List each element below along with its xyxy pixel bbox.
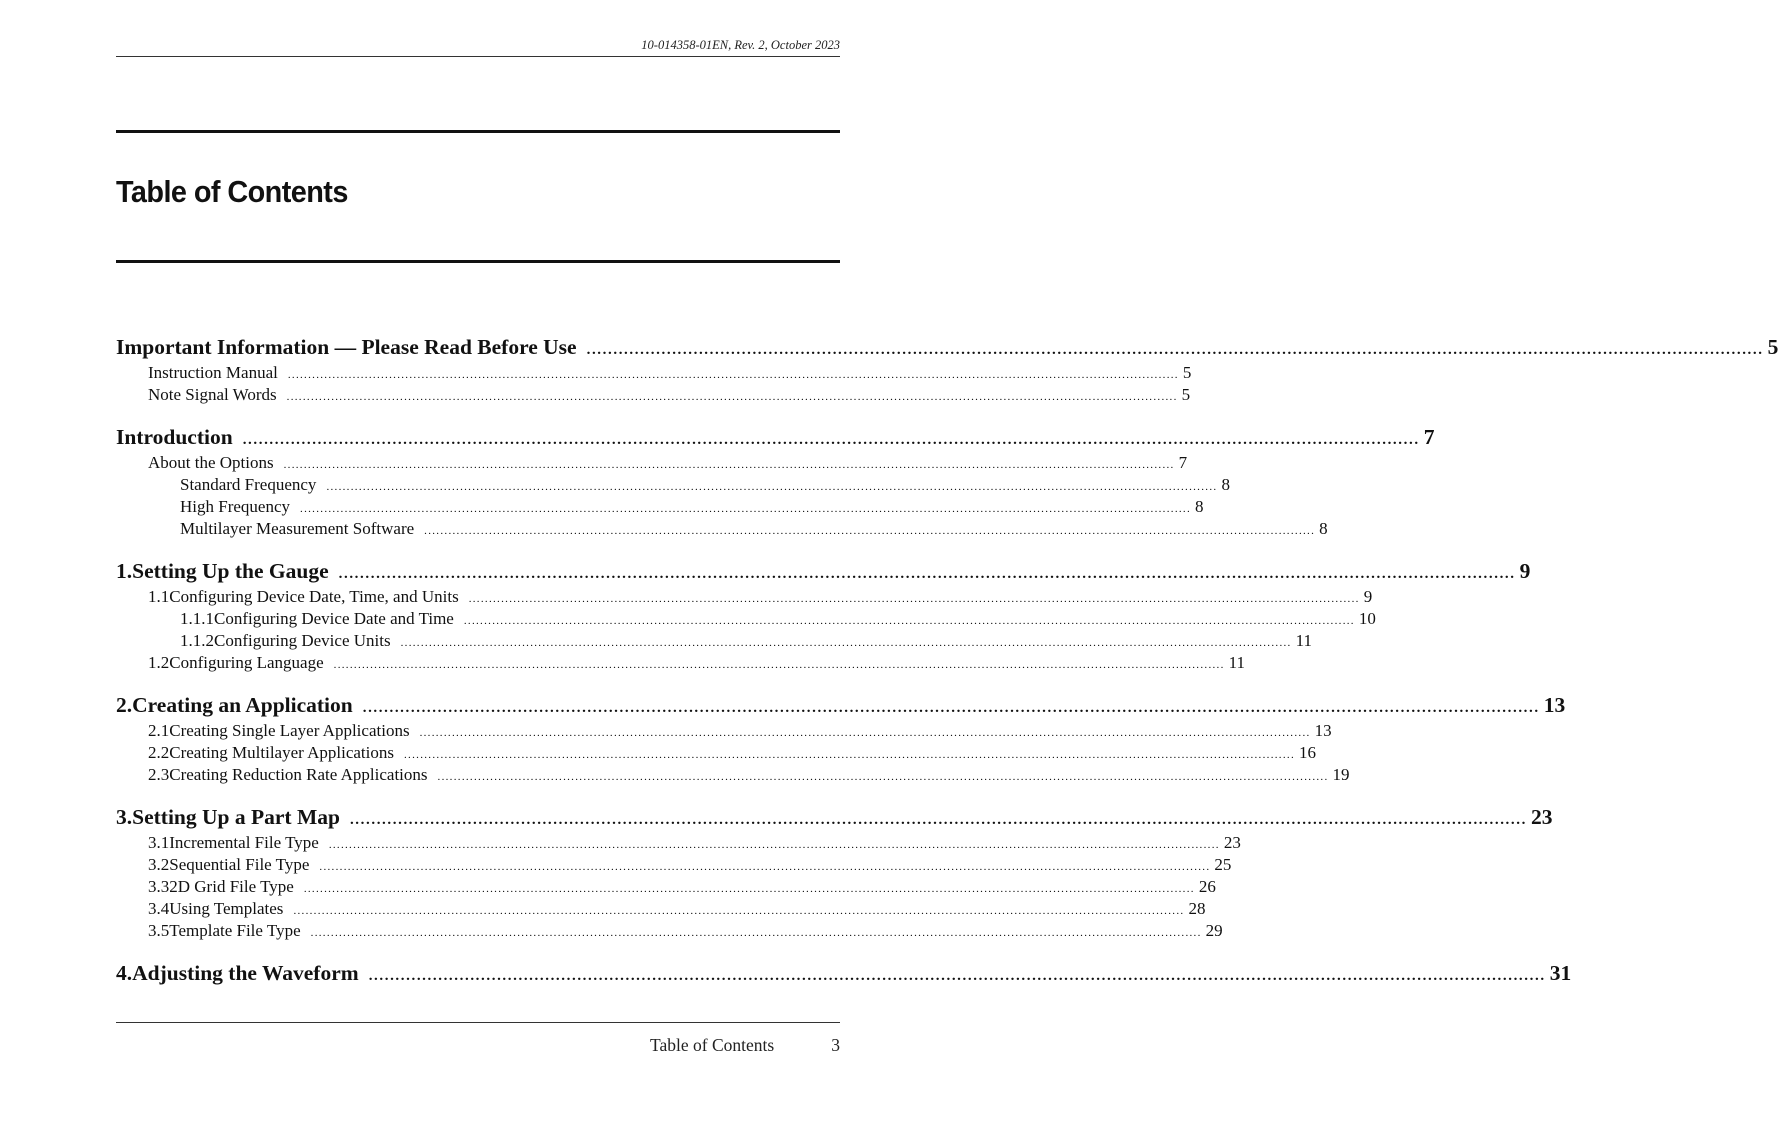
toc-chapter-entry[interactable] (116, 422, 1435, 452)
dot-leader: ............................................................................................................................................................................................................................ (404, 749, 1295, 761)
chapter-title: Introduction (116, 425, 233, 449)
chapter-title: Setting Up a Part Map (132, 805, 340, 829)
dot-leader: ............................................................................................................................................................................................................................ (362, 700, 1540, 716)
section-title: Incremental File Type (169, 833, 319, 852)
dot-leader: ............................................................................................................................................................................................................................ (437, 771, 1329, 783)
section-number: 3.1 (148, 833, 170, 852)
toc-section-entry[interactable] (116, 920, 1223, 942)
section-title: Configuring Device Units (214, 631, 391, 650)
section-title: About the Options (148, 453, 274, 472)
section-page-number: 28 (1188, 899, 1206, 918)
toc-chapter (116, 690, 1566, 786)
section-page-number: 8 (1195, 497, 1204, 516)
section-number: 2.3 (148, 765, 170, 784)
chapter-page-number: 13 (1543, 693, 1566, 717)
toc-section-entry[interactable] (116, 742, 1316, 764)
section-page-number: 25 (1214, 855, 1232, 874)
toc-section-entry[interactable] (116, 720, 1332, 742)
dot-leader: ............................................................................................................................................................................................................................ (326, 481, 1218, 493)
toc-chapter (116, 958, 1572, 988)
dot-leader: ............................................................................................................................................................................................................................ (303, 883, 1195, 895)
dot-leader: ............................................................................................................................................................................................................................ (328, 839, 1220, 851)
section-number: 1.1.1 (180, 609, 214, 628)
chapter-page-number: 5 (1767, 335, 1778, 359)
chapter-number: 4. (116, 961, 133, 985)
section-number: 3.4 (148, 899, 170, 918)
toc-chapter (116, 422, 1435, 540)
dot-leader: ............................................................................................................................................................................................................................ (586, 342, 1764, 358)
toc-section-entry[interactable] (116, 384, 1191, 406)
toc-section-entry[interactable] (116, 452, 1188, 474)
chapter-title: Creating an Application (132, 693, 353, 717)
toc-subsubsection-entry[interactable] (116, 474, 1230, 496)
section-title: Configuring Device Date and Time (214, 609, 454, 628)
dot-leader: ............................................................................................................................................................................................................................ (293, 905, 1185, 917)
section-title: Creating Reduction Rate Applications (169, 765, 428, 784)
toc-section-entry[interactable] (116, 898, 1206, 920)
section-page-number: 5 (1181, 385, 1191, 404)
dot-leader: ............................................................................................................................................................................................................................ (424, 525, 1316, 537)
section-page-number: 11 (1228, 653, 1246, 672)
section-title: 2D Grid File Type (169, 877, 294, 896)
dot-leader: ............................................................................................................................................................................................................................ (349, 812, 1527, 828)
toc-chapter (116, 556, 1531, 674)
footer-rule (116, 1022, 840, 1023)
section-title: Creating Multilayer Applications (169, 743, 394, 762)
dot-leader: ............................................................................................................................................................................................................................ (286, 391, 1178, 403)
section-page-number: 8 (1221, 475, 1230, 494)
section-page-number: 8 (1319, 519, 1328, 538)
section-number: 2.1 (148, 721, 170, 740)
toc-section-entry[interactable] (116, 652, 1246, 674)
section-title: Standard Frequency (180, 475, 317, 494)
dot-leader: ............................................................................................................................................................................................................................ (310, 927, 1202, 939)
header-rule (116, 56, 840, 57)
toc-chapter-entry[interactable] (116, 556, 1531, 586)
table-of-contents (116, 332, 1778, 1004)
title-rule-bottom (116, 260, 840, 263)
dot-leader: ............................................................................................................................................................................................................................ (287, 369, 1179, 381)
section-title: Using Templates (169, 899, 284, 918)
section-number: 2.2 (148, 743, 170, 762)
chapter-number: 2. (116, 693, 133, 717)
toc-subsubsection-entry[interactable] (116, 608, 1376, 630)
section-number: 3.3 (148, 877, 170, 896)
dot-leader: ............................................................................................................................................................................................................................ (419, 727, 1311, 739)
document-id: 10-014358-01EN, Rev. 2, October 2023 (641, 38, 840, 52)
section-page-number: 11 (1295, 631, 1312, 650)
section-title: Sequential File Type (169, 855, 310, 874)
footer-label: Table of Contents (650, 1035, 775, 1055)
toc-subsubsection-entry[interactable] (116, 518, 1328, 540)
section-title: Creating Single Layer Applications (169, 721, 410, 740)
dot-leader: ............................................................................................................................................................................................................................ (242, 432, 1420, 448)
dot-leader: ............................................................................................................................................................................................................................ (400, 637, 1292, 649)
dot-leader: ............................................................................................................................................................................................................................ (368, 968, 1546, 984)
section-page-number: 19 (1332, 765, 1350, 784)
section-number: 1.1.2 (180, 631, 214, 650)
dot-leader: ............................................................................................................................................................................................................................ (333, 659, 1225, 671)
section-number: 1.1 (148, 587, 170, 606)
section-page-number: 16 (1299, 743, 1316, 762)
chapter-number: 1. (116, 559, 133, 583)
toc-section-entry[interactable] (116, 832, 1241, 854)
section-page-number: 23 (1223, 833, 1241, 852)
dot-leader: ............................................................................................................................................................................................................................ (468, 593, 1360, 605)
section-page-number: 5 (1182, 363, 1192, 382)
footer-page-number: 3 (831, 1035, 840, 1055)
chapter-title: Setting Up the Gauge (132, 559, 329, 583)
section-title: Configuring Device Date, Time, and Units (169, 587, 459, 606)
dot-leader: ............................................................................................................................................................................................................................ (319, 861, 1211, 873)
chapter-page-number: 23 (1530, 805, 1553, 829)
chapter-title: Important Information — Please Read Before Use (116, 335, 577, 359)
dot-leader: ............................................................................................................................................................................................................................ (283, 459, 1175, 471)
toc-section-entry[interactable] (116, 764, 1350, 786)
section-title: Template File Type (169, 921, 301, 940)
chapter-page-number: 31 (1549, 961, 1572, 985)
toc-subsubsection-entry[interactable] (116, 496, 1204, 518)
dot-leader: ............................................................................................................................................................................................................................ (300, 503, 1192, 515)
section-number: 1.2 (148, 653, 170, 672)
section-page-number: 10 (1358, 609, 1376, 628)
toc-chapter-entry[interactable] (116, 802, 1553, 832)
section-title: Instruction Manual (148, 363, 278, 382)
section-title: Multilayer Measurement Software (180, 519, 415, 538)
section-page-number: 13 (1314, 721, 1332, 740)
section-title: High Frequency (180, 497, 291, 516)
section-title: Configuring Language (169, 653, 324, 672)
toc-chapter (116, 332, 1778, 406)
chapter-page-number: 7 (1423, 425, 1435, 449)
dot-leader: ............................................................................................................................................................................................................................ (463, 615, 1355, 627)
chapter-number: 3. (116, 805, 133, 829)
section-page-number: 26 (1198, 877, 1216, 896)
page-title: Table of Contents (116, 174, 348, 209)
section-title: Note Signal Words (148, 385, 277, 404)
toc-chapter-entry[interactable] (116, 690, 1566, 720)
section-page-number: 29 (1205, 921, 1223, 940)
section-page-number: 7 (1178, 453, 1188, 472)
toc-section-entry[interactable] (116, 362, 1192, 384)
dot-leader: ............................................................................................................................................................................................................................ (338, 566, 1516, 582)
title-rule-top (116, 130, 840, 133)
chapter-page-number: 9 (1519, 559, 1531, 583)
section-page-number: 9 (1363, 587, 1373, 606)
section-number: 3.2 (148, 855, 170, 874)
toc-subsubsection-entry[interactable] (116, 630, 1312, 652)
toc-section-entry[interactable] (116, 586, 1373, 608)
toc-section-entry[interactable] (116, 876, 1216, 898)
toc-chapter (116, 802, 1553, 942)
toc-chapter-entry[interactable] (116, 332, 1778, 362)
toc-chapter-entry[interactable] (116, 958, 1572, 988)
toc-section-entry[interactable] (116, 854, 1232, 876)
chapter-title: Adjusting the Waveform (132, 961, 359, 985)
section-number: 3.5 (148, 921, 170, 940)
